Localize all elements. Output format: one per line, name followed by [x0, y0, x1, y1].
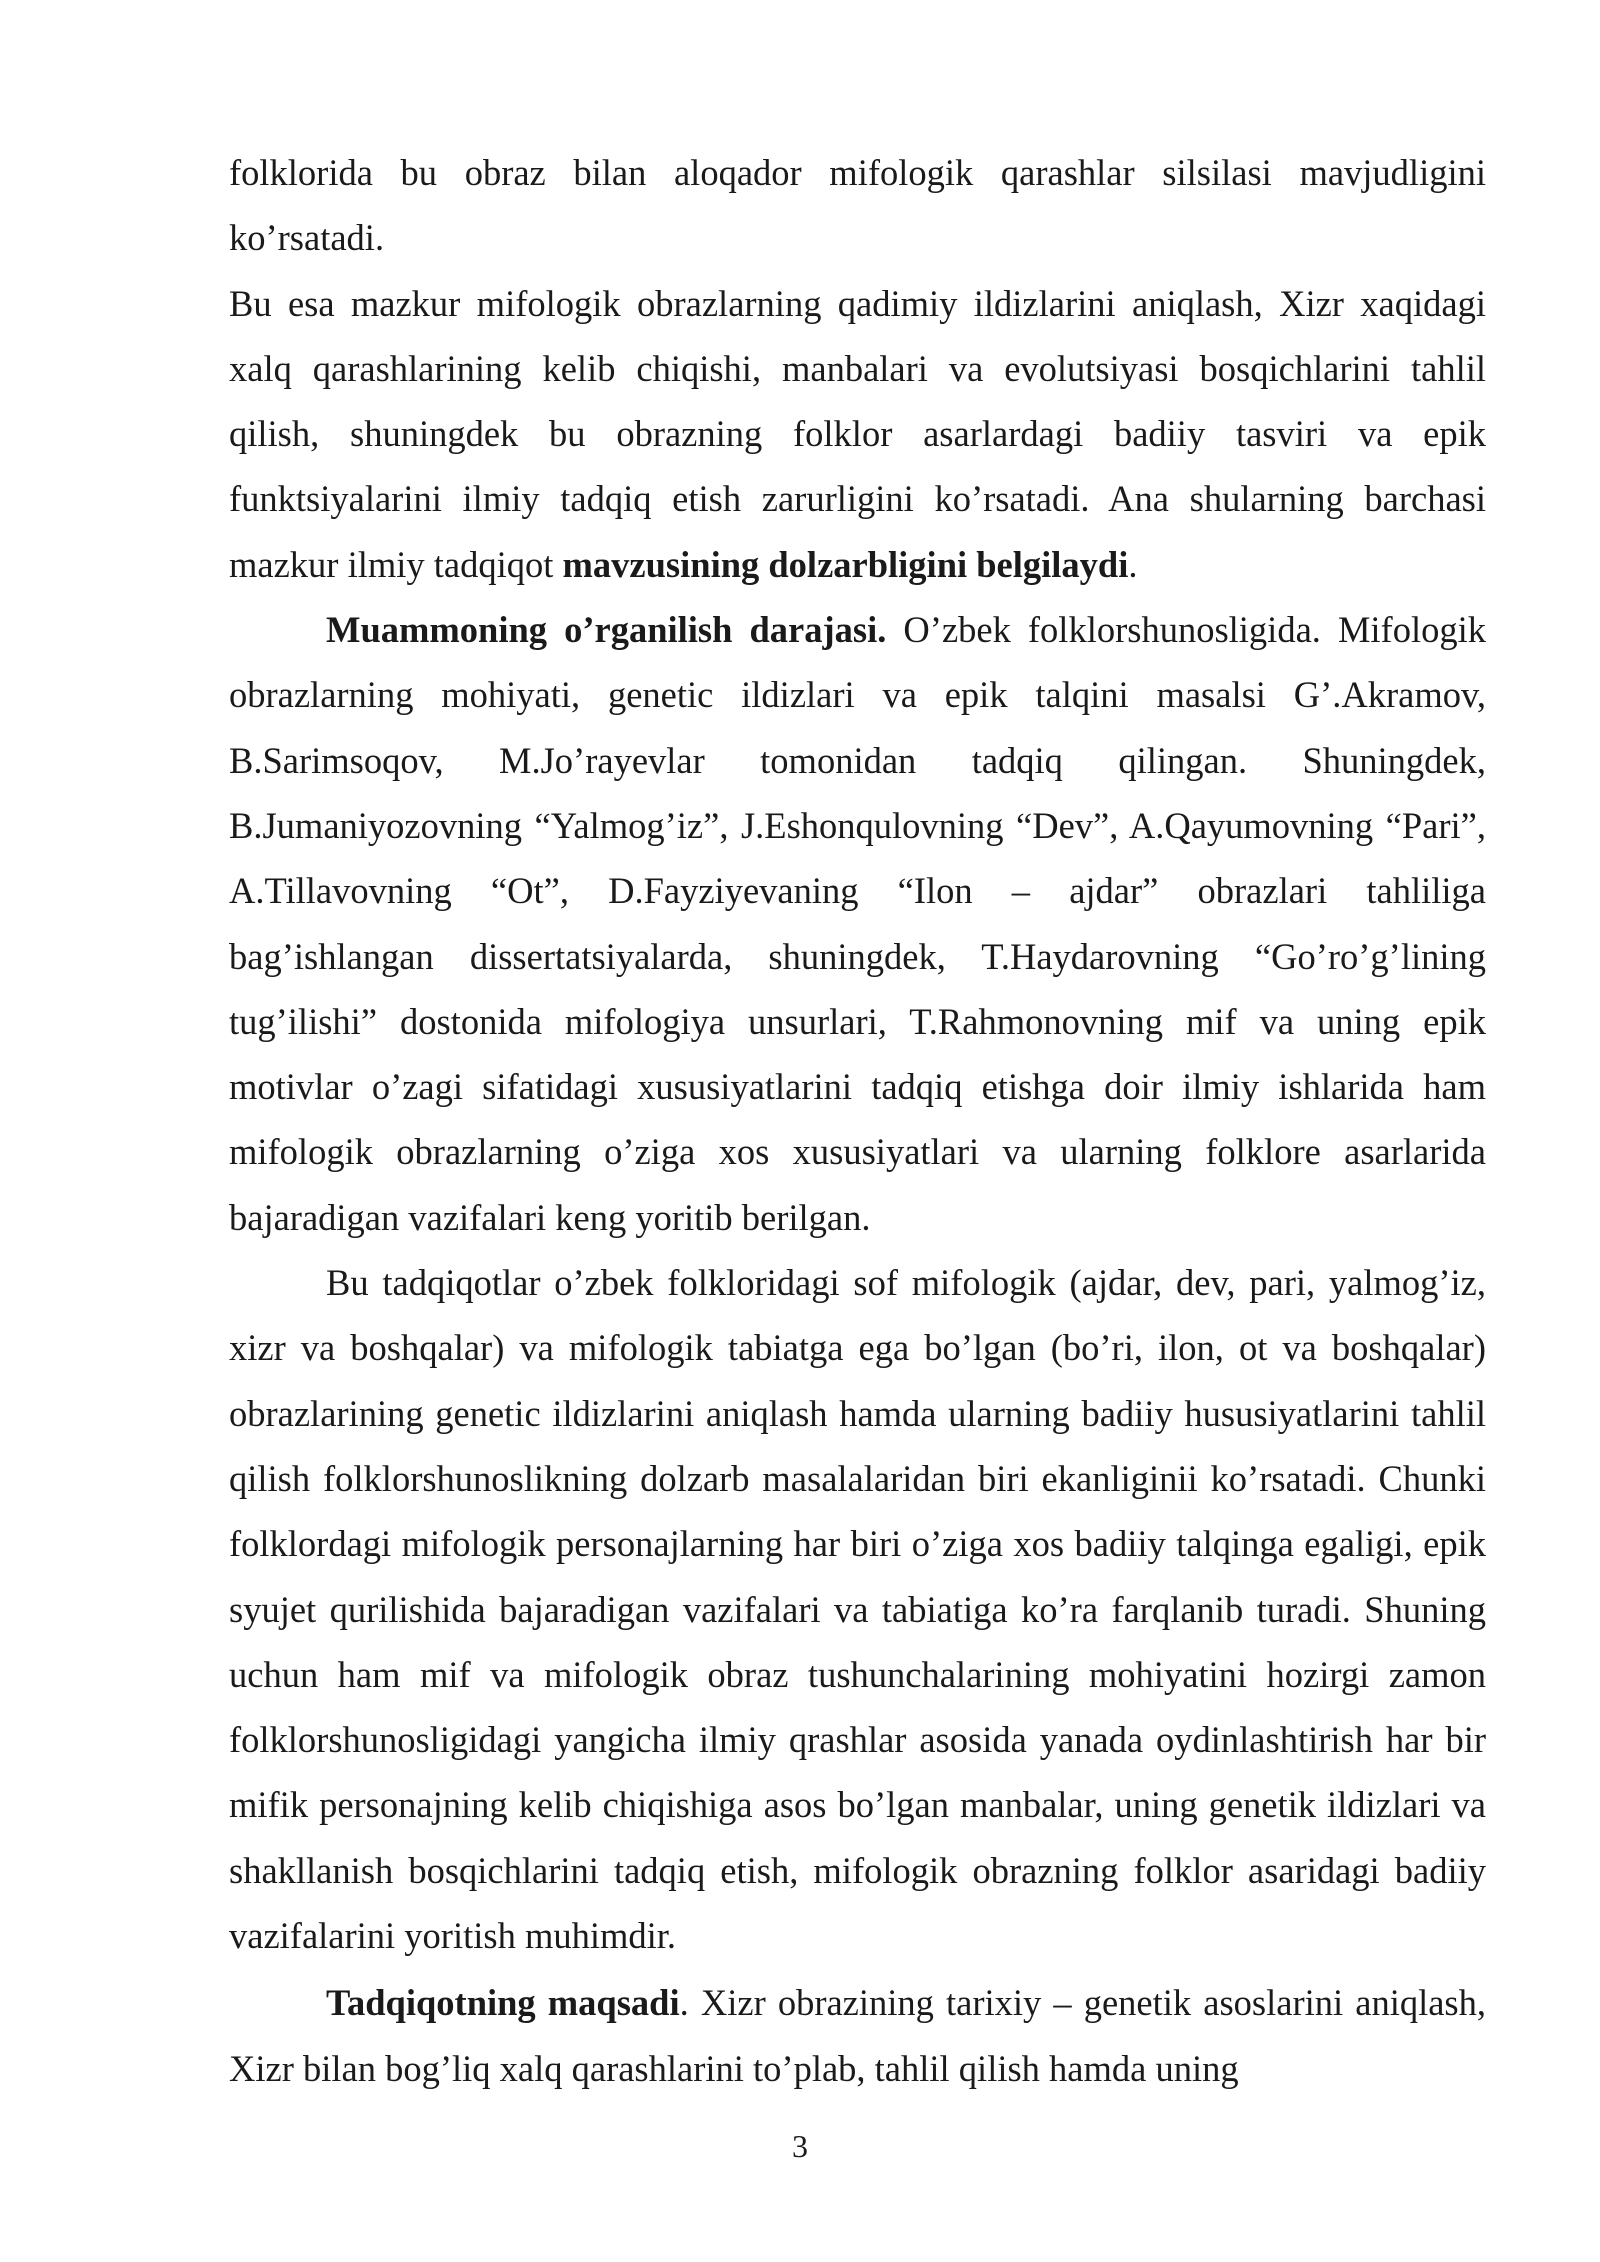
research-degree-text: O’zbek folklorshunosligida. Mifologik obrazlarning mohiyati, genetic ildizlari va epik talqini masalsi G’.Akramov, B.Sarimsoqov, M.Jo’rayevlar tomonidan tadqiq qilingan. Shuningdek, B.Jumaniyozovning “Yalmog’iz”, J.Eshonqulovning “Dev”, A.Qayumovning “Pari”, A.Tillavovning “Ot”, D.Fayziyevaning “Ilon – ajdar” obrazlari tahliliga bag’ishlangan dissertatsiyalarda, shuningdek, T.Haydarovning “Go’ro’g’lining tug’ilishi” dostonida mifologiya unsurlari, T.Rahmonovning mif va uning epik motivlar o’zagi sifatidagi xususiyatlarini tadqiq etishga doir ilmiy ishlarida ham mifologik obrazlarning o’ziga xos xususiyatlari va ularning folklore asarlarida bajaradigan vazifalari keng yoritib berilgan. — [229, 609, 1486, 1238]
paragraph-continuation: folklorida bu obraz bilan aloqador mifologik qarashlar silsilasi mavjudligini ko’rsatadi. — [229, 152, 1486, 259]
relevance-text: Bu esa mazkur mifologik obrazlarning qadimiy ildizlarini aniqlash, Xizr xaqidagi xalq qarashlarining kelib chiqishi, manbalari va evolutsiyasi bosqichlarini tahlil qilish, shuningdek bu obrazning folklor asarlardagi badiiy tasviri va epik funktsiyalarini ilmiy tadqiq etish zarurligini ko’rsatadi. Ana shularning barchasi mazkur ilmiy tadqiqot — [229, 282, 1486, 585]
paragraph-relevance — [229, 271, 1486, 597]
paragraph-studies: Bu tadqiqotlar o’zbek folkloridagi sof mifologik (ajdar, dev, pari, yalmog’iz, xizr va boshqalar) va mifologik tabiatga ega bo’lgan (bo’ri, ilon, ot va boshqalar) obrazlarining genetic ildizlarini aniqlash hamda ularning badiiy hususiyatlarini tahlil qilish folklorshunoslikning dolzarb masalalaridan biri ekanliginii ko’rsatadi. Chunki folklordagi mifologik personajlarning har biri o’ziga xos badiiy talqinga egaligi, epik syujet qurilishida bajaradigan vazifalari va tabiatiga ko’ra farqlanib turadi. Shuning uchun ham mif va mifologik obraz tushunchalarining mohiyatini hozirgi zamon folklorshunosligidagi yangicha ilmiy qrashlar asosida yanada oydinlashtirish har bir mifik personajning kelib chiqishiga asos bo’lgan manbalar, uning genetik ildizlari va shakllanish bosqichlarini tadqiq etish, mifologik obrazning folklor asaridagi badiiy vazifalarini yoritish muhimdir. — [229, 1262, 1486, 1957]
research-goal-text: . Xizr obrazining tarixiy – genetik asoslarini aniqlash, Xizr bilan bog’liq xalq qarashlarini to’plab, tahlil qilish hamda uning — [229, 1982, 1487, 2089]
paragraph-research-degree — [229, 597, 1486, 1250]
research-degree-heading: Muammoning o’rganilish darajasi. — [326, 609, 887, 651]
document-page — [229, 140, 1486, 2101]
page-number: 3 — [792, 2128, 808, 2164]
research-goal-heading: Tadqiqotning maqsadi — [326, 1982, 680, 2024]
paragraph-research-goal — [229, 1970, 1486, 2101]
relevance-end: . — [1128, 543, 1138, 585]
relevance-bold-phrase: mavzusining dolzarbligini belgilaydi — [562, 543, 1129, 585]
